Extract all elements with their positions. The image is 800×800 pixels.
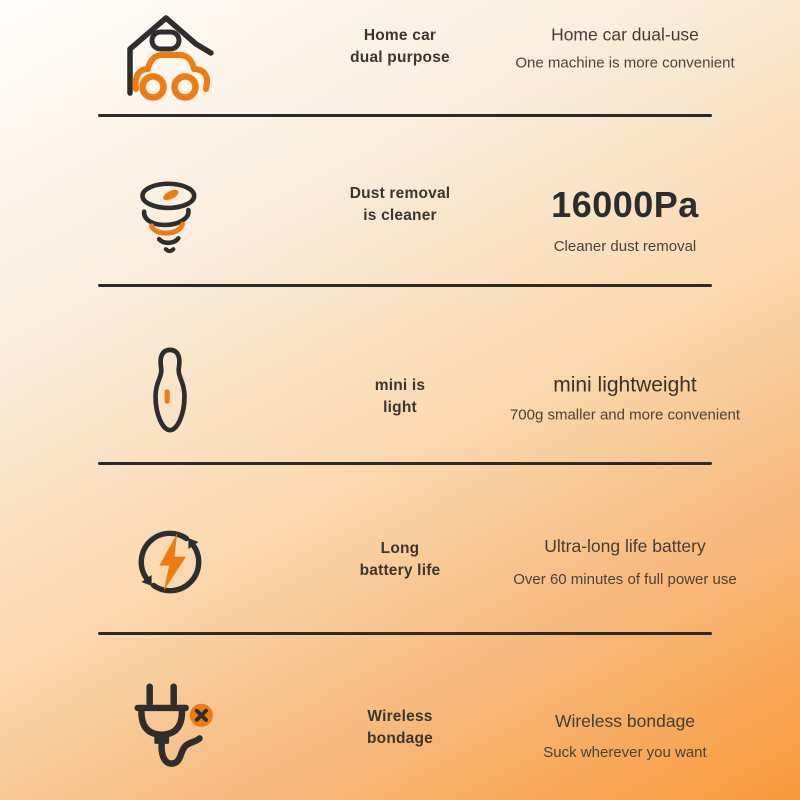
- feature-subline: Over 60 minutes of full power use: [513, 571, 737, 589]
- feature-title: [290, 538, 510, 582]
- feature-title: [290, 183, 510, 227]
- feature-subline: Suck wherever you want: [543, 743, 707, 761]
- feature-title-line: dual purpose: [350, 48, 450, 66]
- feature-title-line: Dust removal: [349, 185, 451, 202]
- feature-description: [478, 711, 772, 763]
- icon-cell: [100, 9, 240, 103]
- feature-row-battery: [0, 463, 800, 633]
- cyclone-suction-icon: [130, 175, 210, 255]
- feature-title-line: Wireless: [367, 707, 433, 725]
- battery-cycle-icon: [127, 519, 213, 605]
- feature-title-line: bondage: [367, 729, 433, 747]
- icon-cell: [100, 175, 240, 255]
- garage-car-icon: [120, 9, 220, 103]
- feature-headline: mini lightweight: [553, 373, 697, 397]
- feature-headline-suction-value: 16000Pa: [551, 184, 699, 226]
- feature-description: [478, 536, 772, 590]
- feature-description: [478, 373, 772, 426]
- feature-description: [478, 24, 772, 73]
- feature-headline: Home car dual-use: [551, 24, 699, 45]
- feature-subline: 700g smaller and more convenient: [509, 406, 741, 424]
- feature-title-line: is cleaner: [363, 207, 437, 224]
- feature-subline: Cleaner dust removal: [553, 238, 697, 256]
- feature-title-line: light: [383, 399, 417, 416]
- feature-title-line: Home car: [363, 26, 437, 44]
- feature-title: [290, 25, 510, 69]
- mini-vacuum-body-icon: [142, 345, 198, 435]
- feature-headline: Ultra-long life battery: [544, 536, 706, 557]
- feature-row-home-car: [0, 0, 800, 115]
- feature-title-line: battery life: [359, 562, 441, 579]
- feature-row-mini-light: [0, 285, 800, 463]
- feature-title-line: Long: [380, 540, 420, 557]
- feature-headline: Wireless bondage: [554, 710, 696, 731]
- feature-title-line: mini is: [374, 377, 426, 394]
- icon-cell: [100, 681, 240, 781]
- icon-cell: [100, 345, 240, 435]
- feature-description: [478, 183, 772, 257]
- wireless-plug-icon: [122, 681, 218, 781]
- icon-cell: [100, 519, 240, 605]
- feature-subline: One machine is more convenient: [515, 54, 735, 72]
- feature-title: [290, 706, 510, 750]
- feature-row-dust-removal: [0, 115, 800, 285]
- feature-title: [290, 375, 510, 419]
- feature-row-wireless: [0, 633, 800, 800]
